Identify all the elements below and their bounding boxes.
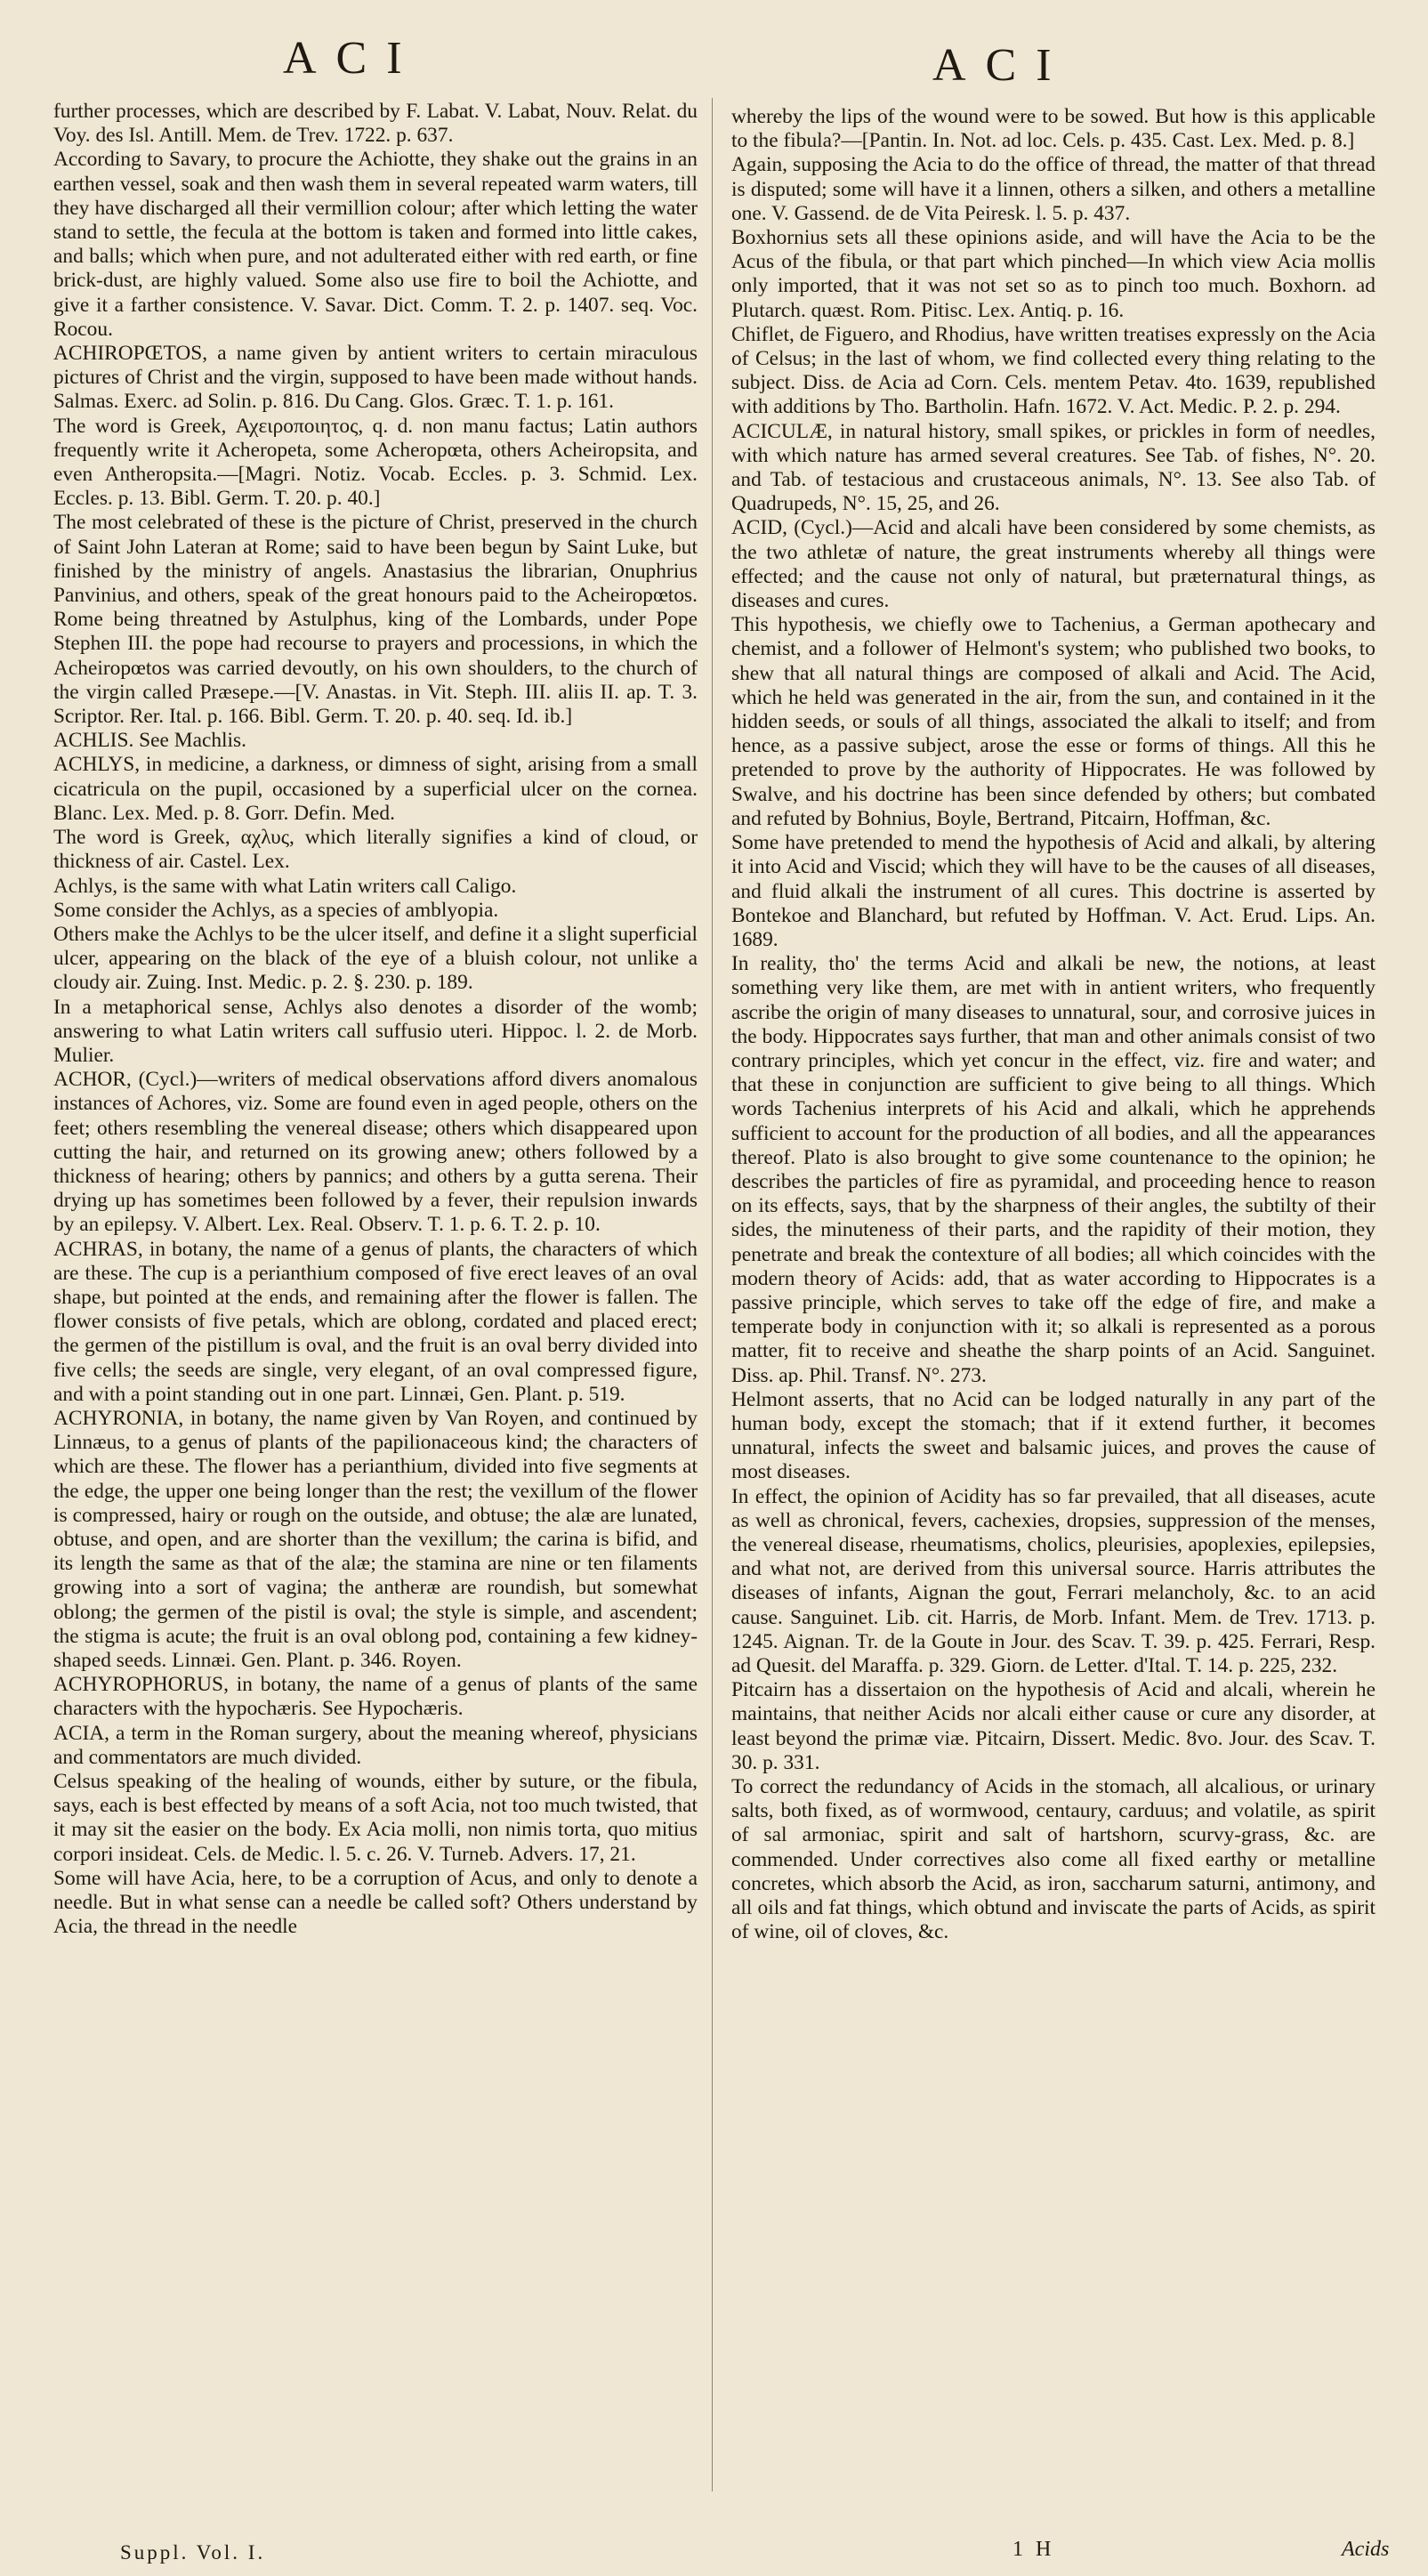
paragraph: According to Savary, to procure the Achiotte, they shake out the grains in an earthen vessel, soak and then wash them in several repeated warm waters, till they have discharged all their vermillion colour; after which letting the water stand to settle, the fecula at the bottom is taken and formed into little cakes, and balls; which when pure, and not adulterated either with red earth, or fine brick-dust, are highly valued. Some also use fire to boil the Achiotte, and give it a farther consistence. V. Savar. Dict. Comm. T. 2. p. 1407. seq. Voc. Rocou. xyxy=(53,148,698,341)
running-head-left: ACI xyxy=(283,33,422,84)
paragraph: Chiflet, de Figuero, and Rhodius, have written treatises expressly on the Acia of Celsus; in the last of whom, we find collected every thing relating to the subject. Diss. de Acia ad Corn. Cels. mentem Petav. 4to. 1639, republished with additions by Tho. Bartholin. Hafn. 1672. V. Act. Medic. P. 2. p. 294. xyxy=(731,322,1376,419)
paragraph: The word is Greek, Αχειροποιητος, q. d. non manu factus; Latin authors frequently write it Acheropeta, some Acheropœta, others Acheiropsita, and even Antheropsita.—[Magri. Notiz. Vocab. Eccles. p. 3. Schmid. Lex. Eccles. p. 13. Bibl. Germ. T. 20. p. 40.] xyxy=(53,414,698,511)
paragraph: This hypothesis, we chiefly owe to Tachenius, a German apothecary and chemist, and a follower of Helmont's system; who published two books, to shew that all natural things are composed of alkali and Acid. The Acid, which he held was generated in the air, from the sun, and contained in it the hidden seeds, or souls of all things, associated the alkali to itself; and from hence, as a passive subject, arose the esse or forms of things. All this he pretended to prove by the authority of Hippocrates. He was followed by Swalve, and his doctrine has been since defended by others; but combated and refuted by Bohnius, Boyle, Bertrand, Pitcairn, Hoffman, &c. xyxy=(731,613,1376,830)
signature-mark: 1 H xyxy=(1013,2538,1055,2561)
paragraph: Again, supposing the Acia to do the office of thread, the matter of that thread is disputed; some will have it a linnen, others a silken, and others a metalline one. V. Gassend. de de Vita Peiresk. l. 5. p. 437. xyxy=(731,153,1376,225)
paragraph: whereby the lips of the wound were to be sowed. But how is this applicable to the fibula?—[Pantin. In. Not. ad loc. Cels. p. 435. Cast. Lex. Med. p. 8.] xyxy=(731,105,1376,153)
paragraph: ACICULÆ, in natural history, small spikes, or prickles in form of needles, with which nature has armed several creatures. See Tab. of fishes, N°. 20. and Tab. of testacious and crustaceous animals, N°. 13. See also Tab. of Quadrupeds, N°. 15, 25, and 26. xyxy=(731,419,1376,516)
volume-label: Suppl. Vol. I. xyxy=(120,2541,266,2564)
paragraph: Some will have Acia, here, to be a corruption of Acus, and only to denote a needle. But in what sense can a needle be called soft? Others understand by Acia, the thread in the needle xyxy=(53,1866,698,1939)
paragraph: Achlys, is the same with what Latin writers call Caligo. xyxy=(53,874,517,898)
paragraph: ACHIROPŒTOS, a name given by antient writers to certain miraculous pictures of Christ and the virgin, supposed to have been made without hands. Salmas. Exerc. ad Solin. p. 816. Du Cang. Glos. Græc. T. 1. p. 161. xyxy=(53,342,698,414)
paragraph: ACHYRONIA, in botany, the name given by Van Royen, and continued by Linnæus, to a genus of plants of the papilionaceous kind; the characters of which are these. The flower has a perianthium, divided into five segments at the edge, the upper one being longer than the rest; the vexillum of the flower is compressed, hairy or rough on the outside, and obtuse; the alæ are lunated, obtuse, and open, and are shorter than the vexillum; the carina is bifid, and its length the same as that of the alæ; the stamina are nine or ten filaments growing into a sort of vagina; the antheræ are roundish, but somewhat oblong; the germen of the pistil is oval; the style is simple, and ascendent; the stigma is acute; the fruit is an oval oblong pod, containing a few kidney-shaped seeds. Linnæi. Gen. Plant. p. 346. Royen. xyxy=(53,1406,698,1672)
paragraph: In effect, the opinion of Acidity has so far prevailed, that all diseases, acute as well as chronical, fevers, cachexies, dropsies, suppression of the menses, the venereal disease, rheumatisms, cholics, pleurisies, apoplexies, epilepsies, and what not, are derived from this universal source. Harris attributes the diseases of infants, Aignan the gout, Ferrari melancholy, &c. to an acid cause. Sanguinet. Lib. cit. Harris, de Morb. Infant. Mem. de Trev. 1713. p. 1245. Aignan. Tr. de la Goute in Jour. des Scav. T. 39. p. 425. Ferrari, Resp. ad Quesit. del Maraffa. p. 329. Giorn. de Letter. d'Ital. T. 14. p. 225, 232. xyxy=(731,1484,1376,1677)
paragraph: In a metaphorical sense, Achlys also denotes a disorder of the womb; answering to what Latin writers call suffusio uteri. Hippoc. l. 2. de Morb. Mulier. xyxy=(53,995,698,1067)
paragraph: The word is Greek, αχλυς, which literally signifies a kind of cloud, or thickness of air. Castel. Lex. xyxy=(53,826,698,874)
paragraph: ACIA, a term in the Roman surgery, about the meaning whereof, physicians and commentators are much divided. xyxy=(53,1721,698,1769)
paragraph: further processes, which are described by F. Labat. V. Labat, Nouv. Relat. du Voy. des Isl. Antill. Mem. de Trev. 1722. p. 637. xyxy=(53,100,698,148)
paragraph: The most celebrated of these is the picture of Christ, preserved in the church of Saint John Lateran at Rome; said to have been begun by Saint Luke, but finished by the ministry of angels. Anastasius the librarian, Onuphrius Panvinius, and others, speak of the great honours paid to the Acheiropœtos. Rome being threatned by Astulphus, king of the Lombards, under Pope Stephen III. the pope had recourse to prayers and processions, in which the Acheiropœtos was carried devoutly, on his own shoulders, to the church of the virgin called Præsepe.—[V. Anastas. in Vit. Steph. III. aliis II. ap. T. 3. Scriptor. Rer. Ital. p. 166. Bibl. Germ. T. 20. p. 40. seq. Id. ib.] xyxy=(53,511,698,729)
paragraph: Boxhornius sets all these opinions aside, and will have the Acia to be the Acus of the fibula, or that part which pinched—In which view Acia mollis only imported, that it was not set so as to pinch too much. Boxhorn. ad Plutarch. quæst. Rom. Pitisc. Lex. Antiq. p. 16. xyxy=(731,226,1376,322)
paragraph: ACHRAS, in botany, the name of a genus of plants, the characters of which are these. The cup is a perianthium composed of five erect leaves of an oval shape, but pointed at the ends, and remaining after the flower is fallen. The flower consists of five petals, which are oblong, cordated and placed erect; the germen of the pistillum is oval, and the fruit is an oval berry divided into five cells; the seeds are single, very elegant, of an oval compressed figure, and with a point standing out in one part. Linnæi, Gen. Plant. p. 519. xyxy=(53,1237,698,1406)
paragraph: Some consider the Achlys, as a species of amblyopia. xyxy=(53,898,499,922)
column-divider xyxy=(712,98,713,2491)
paragraph: ACHLYS, in medicine, a darkness, or dimness of sight, arising from a small cicatricula on the pupil, occasioned by a superficial ulcer on the cornea. Blanc. Lex. Med. p. 8. Gorr. Defin. Med. xyxy=(53,753,698,825)
paragraph: To correct the redundancy of Acids in the stomach, all alcalious, or urinary salts, both fixed, as of wormwood, centaury, carduus; and volatile, as spirit of sal armoniac, spirit and salt of hartshorn, scurvy-grass, &c. are commended. Under correctives also come all fixed earthy or metalline concretes, which absorb the Acid, as iron, saccharum saturni, antimony, and all oils and fat things, which obtund and inviscate the parts of Acids, as spirit of wine, oil of cloves, &c. xyxy=(731,1775,1376,1944)
paragraph: Others make the Achlys to be the ulcer itself, and define it a slight superficial ulcer, appearing on the black of the eye of a bluish colour, not unlike a cloudy air. Zuing. Inst. Medic. p. 2. §. 230. p. 189. xyxy=(53,922,698,995)
catchword: Acids xyxy=(1342,2538,1390,2561)
paragraph: Pitcairn has a dissertaion on the hypothesis of Acid and alcali, wherein he maintains, that neither Acids nor alcali either cause or cure any disorder, at least beyond the primæ viæ. Pitcairn, Dissert. Medic. 8vo. Jour. des Scav. T. 30. p. 331. xyxy=(731,1678,1376,1774)
paragraph: In reality, tho' the terms Acid and alkali be new, the notions, at least something very like them, are met with in antient writers, who frequently ascribe the origin of many diseases to unnatural, sour, and corrosive juices in the body. Hippocrates says further, that man and other animals consist of two contrary principles, which yet concur in the effect, viz. fire and water; and that these in conjunction are sufficient to give being to all things. Which words Tachenius interprets of his Acid and alkali, which he apprehends sufficient to account for the production of all bodies, and all the appearances thereof. Plato is also brought to give some countenance to the opinion; he describes the particles of fire as pyramidal, and proceeding hence to reason on its effects, says, that by the sharpness of their angles, the subtilty of their sides, the minuteness of their parts, and the rapidity of their motion, they penetrate and break the contexture of all bodies; all which coincides with the modern theory of Acids: add, that as water according to Hippocrates is a passive principle, which serves to take off the edge of fire, and make a temperate body in conjunction with it; so alkali is represented as a porous matter, fit to receive and sheathe the sharp points of an Acid. Sanguinet. Diss. ap. Phil. Transf. N°. 273. xyxy=(731,952,1376,1387)
paragraph: ACHYROPHORUS, in botany, the name of a genus of plants of the same characters with the hypochæris. See Hypochæris. xyxy=(53,1673,698,1721)
paragraph: Celsus speaking of the healing of wounds, either by suture, or the fibula, says, each is best effected by means of a soft Acia, not too much twisted, that it may sit the easier on the body. Ex Acia molli, non nimis torta, quo mitius corpori insideat. Cels. de Medic. l. 5. c. 26. V. Turneb. Advers. 17, 21. xyxy=(53,1770,698,1866)
paragraph: Some have pretended to mend the hypothesis of Acid and alkali, by altering it into Acid and Viscid; which they will have to be the causes of all diseases, and fluid alkali the instrument of all cures. This doctrine is asserted by Bontekoe and Blanchard, but refuted by Hoffman. V. Act. Erud. Lips. An. 1689. xyxy=(731,831,1376,951)
paragraph: ACID, (Cycl.)—Acid and alcali have been considered by some chemists, as the two athletæ of nature, the great instruments whereby all things were effected; and the cause not only of natural, but præternatural things, as diseases and cures. xyxy=(731,516,1376,613)
paragraph: Helmont asserts, that no Acid can be lodged naturally in any part of the human body, except the stomach; that if it extend further, it becomes unnatural, infects the sweet and balsamic juices, and proves the cause of most diseases. xyxy=(731,1387,1376,1484)
running-head-right: ACI xyxy=(932,40,1071,91)
left-column xyxy=(53,100,698,1939)
right-column xyxy=(731,105,1376,1944)
paragraph: ACHLIS. See Machlis. xyxy=(53,729,246,753)
paragraph: ACHOR, (Cycl.)—writers of medical observations afford divers anomalous instances of Achores, viz. Some are found even in aged people, others on the feet; others resembling the venereal disease; others which disappeared upon cutting the hair, and returned on its growing anew; others followed by a thickness of hearing; others by pannics; and others by a gutta serena. Their drying up has sometimes been followed by a fever, their repulsion inwards by an epilepsy. V. Albert. Lex. Real. Observ. T. 1. p. 6. T. 2. p. 10. xyxy=(53,1068,698,1237)
